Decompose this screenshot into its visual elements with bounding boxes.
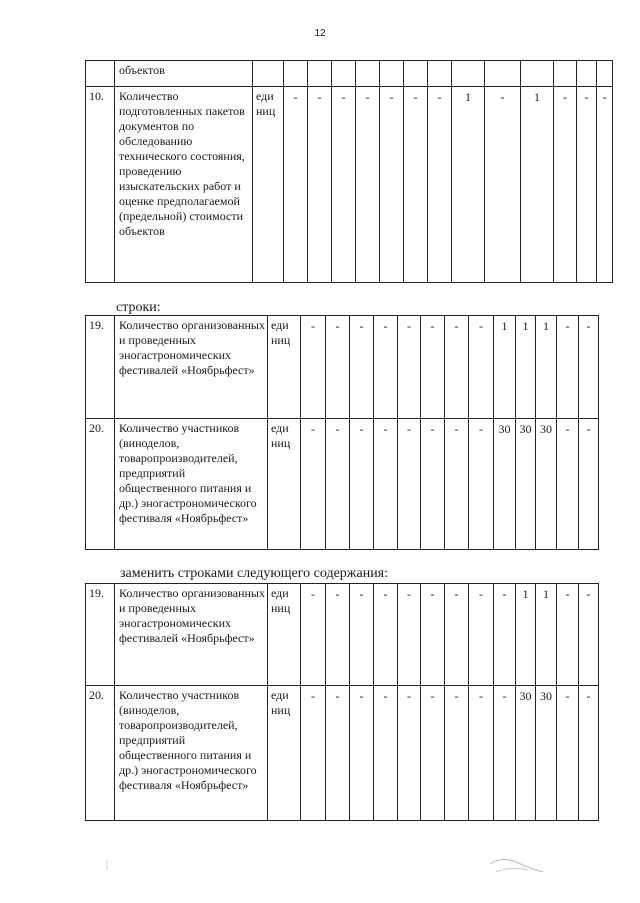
value-cell: - (557, 584, 579, 686)
value-cell (404, 61, 428, 87)
value-cell: 1 (494, 316, 516, 419)
value-cell: - (398, 686, 421, 821)
table-row (86, 87, 613, 283)
value-cell (577, 61, 597, 87)
page-number: 12 (314, 28, 326, 39)
row-unit: еди ниц (268, 584, 301, 686)
scan-mark (104, 860, 110, 870)
value-cell: 30 (516, 419, 536, 550)
value-cell: - (421, 316, 445, 419)
value-cell: - (421, 419, 445, 550)
row-description: Количество подготовленных пакетов документов по обследованию технического состояния, проведению изыскательских работ и оценке предполагаемой (предельной) стоимости объектов (115, 87, 253, 283)
value-cell (452, 61, 485, 87)
value-cell: - (350, 584, 374, 686)
table-row (86, 316, 599, 419)
table-row (86, 61, 613, 87)
value-cell: - (326, 584, 350, 686)
value-cell: 30 (536, 686, 557, 821)
value-cell: 1 (516, 584, 536, 686)
value-cell (597, 61, 613, 87)
value-cell (332, 61, 356, 87)
value-cell: - (301, 584, 326, 686)
value-cell: - (428, 87, 452, 283)
table-1-body (86, 61, 613, 283)
row-unit: еди ниц (268, 316, 301, 419)
value-cell: - (494, 584, 516, 686)
value-cell: - (398, 584, 421, 686)
table-row (86, 419, 599, 550)
value-cell: - (326, 316, 350, 419)
value-cell: - (404, 87, 428, 283)
value-cell: - (350, 316, 374, 419)
row-number (86, 61, 115, 87)
value-cell: - (485, 87, 521, 283)
row-number: 19. (86, 584, 115, 686)
table-2 (85, 315, 599, 550)
value-cell: - (301, 419, 326, 550)
value-cell: - (469, 419, 494, 550)
row-description: Количество участников (виноделов, товаропроизводителей, предприятий общественного питания и др.) эногастрономического фестиваля «Ноябрьфест» (115, 419, 268, 550)
value-cell: - (301, 316, 326, 419)
table-row (86, 686, 599, 821)
row-unit: еди ниц (253, 87, 284, 283)
value-cell: - (374, 686, 398, 821)
value-cell: - (398, 316, 421, 419)
value-cell: - (557, 686, 579, 821)
value-cell: - (332, 87, 356, 283)
value-cell: 1 (516, 316, 536, 419)
value-cell: - (579, 686, 599, 821)
value-cell: - (579, 316, 599, 419)
value-cell: - (597, 87, 613, 283)
row-unit: еди ниц (268, 419, 301, 550)
value-cell: - (421, 584, 445, 686)
row-description: Количество организованных и проведенных эногастрономических фестивалей «Ноябрьфест» (115, 316, 268, 419)
value-cell: - (284, 87, 308, 283)
value-cell (308, 61, 332, 87)
value-cell: 30 (536, 419, 557, 550)
value-cell: - (356, 87, 380, 283)
value-cell: - (326, 686, 350, 821)
value-cell: - (579, 419, 599, 550)
row-number: 10. (86, 87, 115, 283)
value-cell (485, 61, 521, 87)
value-cell: - (380, 87, 404, 283)
row-number: 20. (86, 686, 115, 821)
value-cell: - (445, 686, 469, 821)
table-row (86, 584, 599, 686)
value-cell: - (445, 584, 469, 686)
value-cell (356, 61, 380, 87)
value-cell: - (445, 316, 469, 419)
row-number: 20. (86, 419, 115, 550)
value-cell: - (469, 686, 494, 821)
value-cell: - (554, 87, 577, 283)
value-cell (554, 61, 577, 87)
row-description: объектов (115, 61, 253, 87)
value-cell: - (308, 87, 332, 283)
table-3 (85, 583, 599, 821)
value-cell (428, 61, 452, 87)
value-cell: 1 (452, 87, 485, 283)
table-1 (85, 60, 613, 283)
value-cell (284, 61, 308, 87)
value-cell: - (374, 584, 398, 686)
value-cell: - (326, 419, 350, 550)
section-label-lines: строки: (116, 300, 161, 315)
row-description: Количество организованных и проведенных эногастрономических фестивалей «Ноябрьфест» (115, 584, 268, 686)
value-cell: - (301, 686, 326, 821)
value-cell: - (579, 584, 599, 686)
value-cell: - (350, 686, 374, 821)
value-cell: 1 (536, 584, 557, 686)
value-cell: - (445, 419, 469, 550)
value-cell: - (494, 686, 516, 821)
table-3-body (86, 584, 599, 821)
value-cell: - (557, 316, 579, 419)
section-label-replace: заменить строками следующего содержания: (120, 566, 389, 581)
value-cell: - (577, 87, 597, 283)
value-cell: - (469, 584, 494, 686)
value-cell: - (374, 316, 398, 419)
scan-mark (488, 850, 548, 880)
value-cell: - (398, 419, 421, 550)
value-cell (380, 61, 404, 87)
row-description: Количество участников (виноделов, товаропроизводителей, предприятий общественного питания и др.) эногастрономического фестиваля «Ноябрьфест» (115, 686, 268, 821)
row-unit (253, 61, 284, 87)
value-cell: 30 (516, 686, 536, 821)
value-cell: - (374, 419, 398, 550)
value-cell: - (469, 316, 494, 419)
value-cell (521, 61, 554, 87)
value-cell: 30 (494, 419, 516, 550)
row-unit: еди ниц (268, 686, 301, 821)
table-2-body (86, 316, 599, 550)
value-cell: - (421, 686, 445, 821)
value-cell: 1 (536, 316, 557, 419)
value-cell: 1 (521, 87, 554, 283)
row-number: 19. (86, 316, 115, 419)
value-cell: - (557, 419, 579, 550)
value-cell: - (350, 419, 374, 550)
